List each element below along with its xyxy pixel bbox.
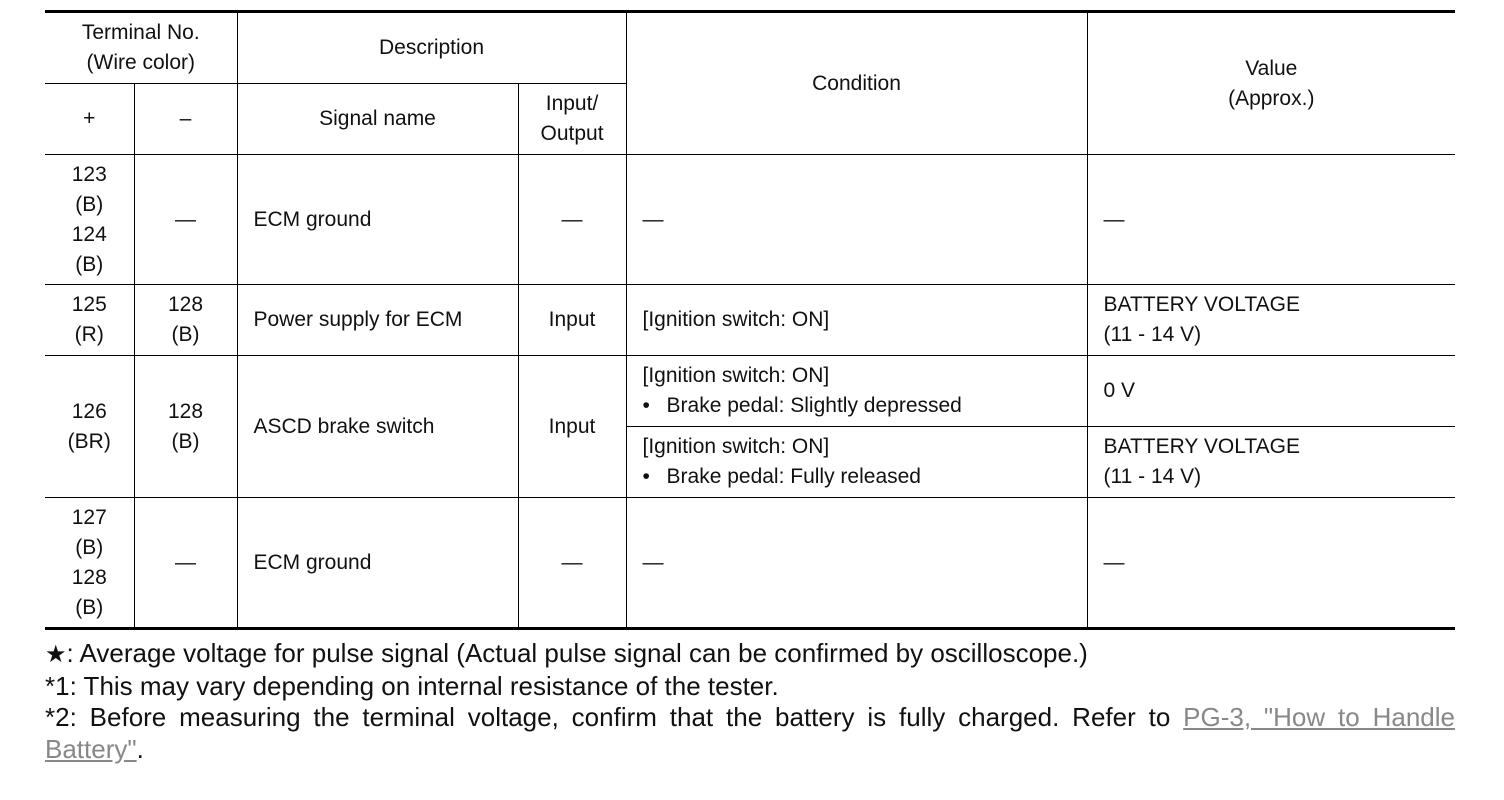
document-page bbox=[45, 10, 1455, 765]
table-row bbox=[45, 285, 1455, 356]
plus-terminal-cell: 126 (BR) bbox=[45, 356, 134, 498]
terminal-header: Terminal No. (Wire color) bbox=[45, 12, 237, 84]
condition-bullet: • Brake pedal: Fully released bbox=[643, 462, 1087, 492]
io-cell: Input bbox=[518, 356, 626, 498]
terminal-spec-table bbox=[45, 10, 1455, 630]
value-cell: — bbox=[1087, 155, 1455, 285]
plus-terminal-cell: 127 (B) 128 (B) bbox=[45, 498, 134, 629]
minus-terminal-header: – bbox=[134, 84, 237, 155]
io-cell: Input bbox=[518, 285, 626, 356]
footnotes bbox=[45, 638, 1455, 765]
value-cell: 0 V bbox=[1087, 356, 1455, 427]
plus-terminal-cell: 125 (R) bbox=[45, 285, 134, 356]
signal-name-cell: Power supply for ECM bbox=[237, 285, 518, 356]
io-header: Input/ Output bbox=[518, 84, 626, 155]
minus-terminal-cell: — bbox=[134, 498, 237, 629]
plus-terminal-cell: 123 (B) 124 (B) bbox=[45, 155, 134, 285]
condition-cell: [Ignition switch: ON] bbox=[626, 285, 1087, 356]
minus-terminal-cell: — bbox=[134, 155, 237, 285]
description-header: Description bbox=[237, 12, 626, 84]
condition-header: Condition bbox=[626, 12, 1087, 155]
value-header: Value (Approx.) bbox=[1087, 12, 1455, 155]
footnote-2: *2: Before measuring the terminal voltage, confirm that the battery is fully charged. Refer to PG-3, "How to Handle Battery". bbox=[45, 702, 1455, 764]
footnote-star: ★: Average voltage for pulse signal (Actual pulse signal can be confirmed by oscilloscope.) bbox=[45, 638, 1088, 668]
signal-name-cell: ASCD brake switch bbox=[237, 356, 518, 498]
table-row bbox=[45, 498, 1455, 629]
minus-terminal-cell: 128 (B) bbox=[134, 356, 237, 498]
io-cell: — bbox=[518, 155, 626, 285]
battery-handling-link[interactable]: PG-3, "How to Handle Battery" bbox=[45, 702, 1455, 764]
io-cell: — bbox=[518, 498, 626, 629]
footnote-1: *1: This may vary depending on internal resistance of the tester. bbox=[45, 670, 779, 701]
signal-name-header: Signal name bbox=[237, 84, 518, 155]
table-row bbox=[45, 356, 1455, 427]
condition-bullet: • Brake pedal: Slightly depressed bbox=[643, 391, 1087, 421]
minus-terminal-cell: 128 (B) bbox=[134, 285, 237, 356]
plus-terminal-header: + bbox=[45, 84, 134, 155]
signal-name-cell: ECM ground bbox=[237, 498, 518, 629]
value-cell: BATTERY VOLTAGE (11 - 14 V) bbox=[1087, 427, 1455, 498]
value-cell: BATTERY VOLTAGE (11 - 14 V) bbox=[1087, 285, 1455, 356]
condition-cell: — bbox=[626, 155, 1087, 285]
condition-cell: [Ignition switch: ON] • Brake pedal: Slightly depressed bbox=[626, 356, 1087, 427]
star-icon: ★ bbox=[45, 641, 67, 668]
condition-cell: [Ignition switch: ON] • Brake pedal: Fully released bbox=[626, 427, 1087, 498]
table-row bbox=[45, 155, 1455, 285]
value-cell: — bbox=[1087, 498, 1455, 629]
condition-cell: — bbox=[626, 498, 1087, 629]
signal-name-cell: ECM ground bbox=[237, 155, 518, 285]
